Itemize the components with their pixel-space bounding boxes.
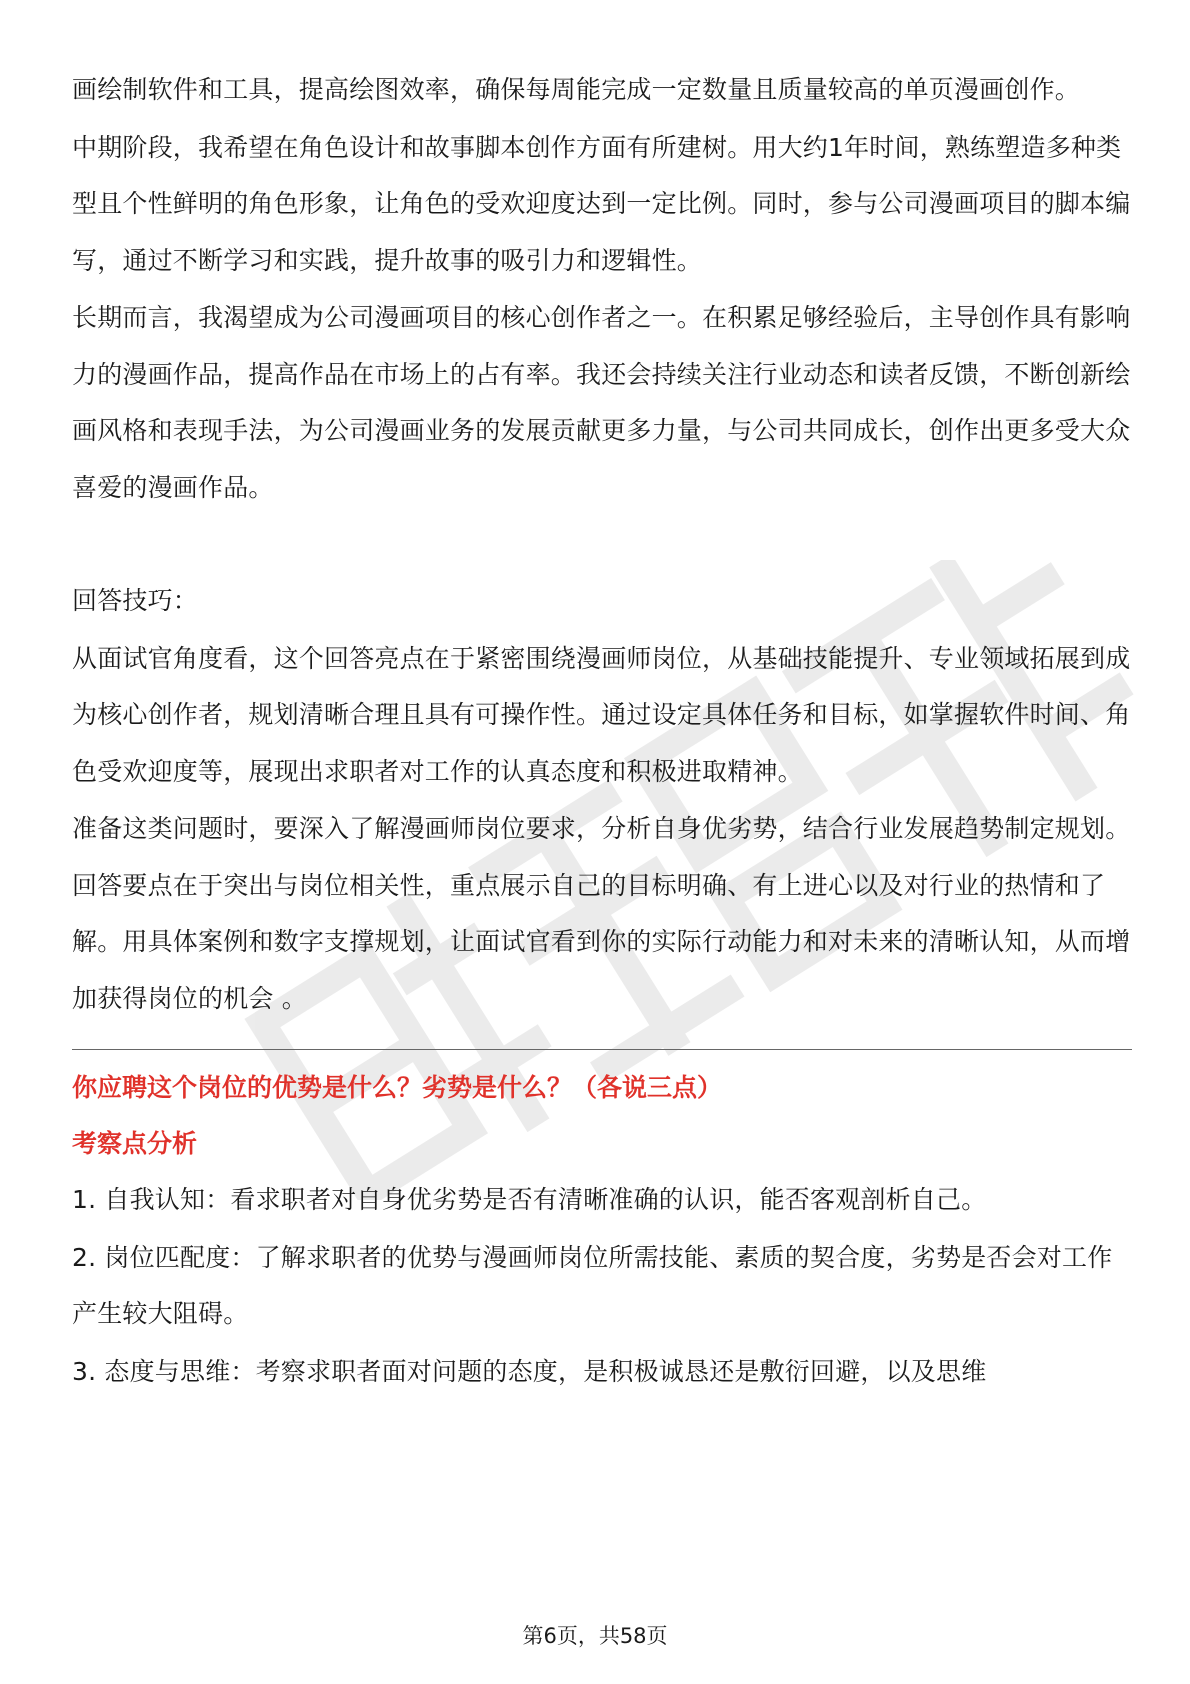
tips-paragraph-preparation: 准备这类问题时，要深入了解漫画师岗位要求，分析自身优劣势，结合行业发展趋势制定规划。回答要点在于突出与岗位相关性，重点展示自己的目标明确、有上进心以及对行业的热情和了解。用具体案例和数字支撑规划，让面试官看到你的实际行动能力和对未来的清晰认知，从而增加获得岗位的机会 。	[72, 814, 1131, 1013]
paragraph-mid-term: 中期阶段，我希望在角色设计和故事脚本创作方面有所建树。用大约1年时间，熟练塑造多种类型且个性鲜明的角色形象，让角色的受欢迎度达到一定比例。同时，参与公司漫画项目的脚本编写，通过不断学习和实践，提升故事的吸引力和逻辑性。	[72, 132, 1131, 275]
analysis-item-job-fit: 2. 岗位匹配度：了解求职者的优势与漫画师岗位所需技能、素质的契合度，劣势是否会对工作产生较大阻碍。	[72, 1242, 1113, 1328]
tips-paragraph-interviewer-view: 从面试官角度看，这个回答亮点在于紧密围绕漫画师岗位，从基础技能提升、专业领域拓展到成为核心创作者，规划清晰合理且具有可操作性。通过设定具体任务和目标，如掌握软件时间、角色受欢迎度等，展现出求职者对工作的认真态度和积极进取精神。	[72, 643, 1131, 786]
paragraph-short-term-continued: 画绘制软件和工具，提高绘图效率，确保每周能完成一定数量且质量较高的单页漫画创作。	[72, 75, 1081, 104]
page-number-footer: 第6页，共58页	[522, 1624, 668, 1648]
section-divider	[72, 1049, 1132, 1050]
tips-label: 回答技巧：	[72, 586, 199, 615]
page-content	[72, 62, 1132, 1401]
spacer	[72, 517, 1132, 573]
analysis-item-self-awareness: 1. 自我认知：看求职者对自身优劣势是否有清晰准确的认识，能否客观剖析自己。	[72, 1185, 987, 1214]
analysis-heading: 考察点分析	[72, 1129, 198, 1158]
paragraph-long-term: 长期而言，我渴望成为公司漫画项目的核心创作者之一。在积累足够经验后，主导创作具有影响力的漫画作品，提高作品在市场上的占有率。我还会持续关注行业动态和读者反馈，不断创新绘画风格和表现手法，为公司漫画业务的发展贡献更多力量，与公司共同成长，创作出更多受大众喜爱的漫画作品。	[72, 303, 1131, 502]
question-heading: 你应聘这个岗位的优势是什么？劣势是什么？（各说三点）	[72, 1073, 723, 1102]
analysis-item-attitude: 3. 态度与思维：考察求职者面对问题的态度，是积极诚恳还是敷衍回避，以及思维	[72, 1356, 987, 1386]
